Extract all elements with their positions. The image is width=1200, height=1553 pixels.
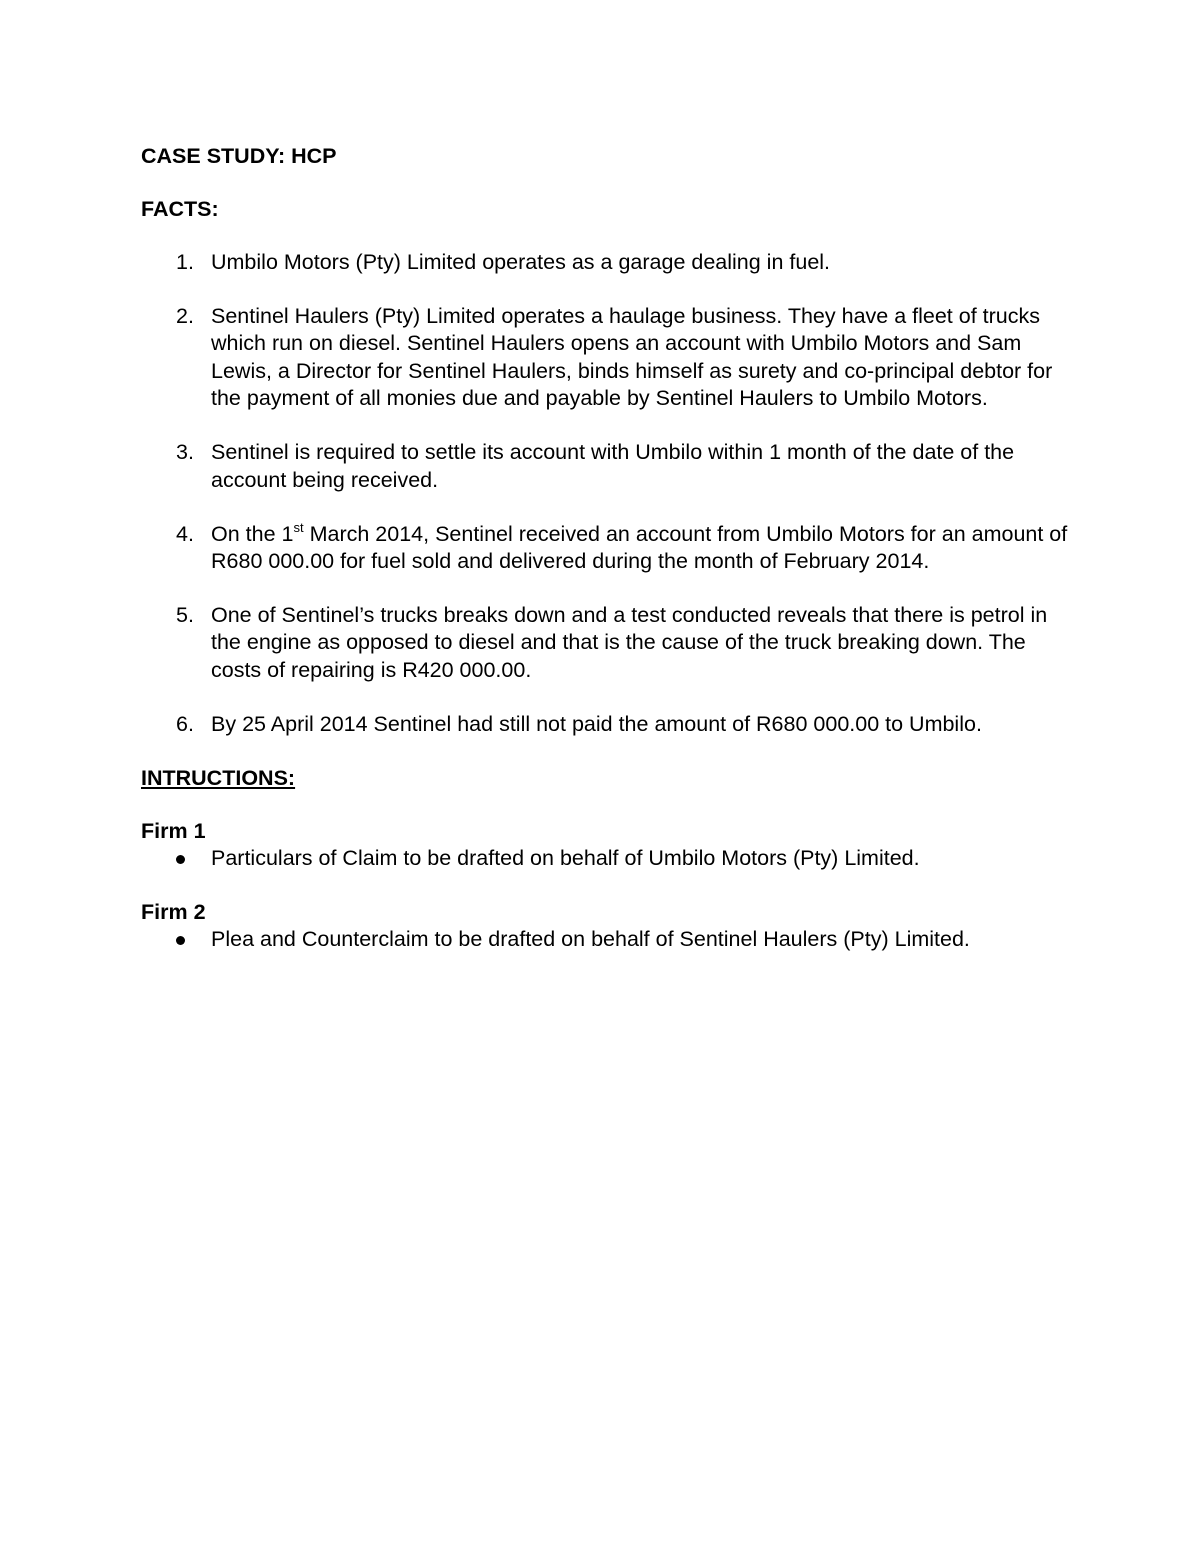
bullet-icon bbox=[176, 855, 185, 864]
document-title: CASE STUDY: HCP bbox=[141, 144, 337, 168]
firm-2-instructions bbox=[141, 926, 1071, 953]
list-item-text: Particulars of Claim to be drafted on behalf of Umbilo Motors (Pty) Limited. bbox=[211, 846, 920, 871]
list-item-number: 3. bbox=[176, 440, 194, 465]
list-item bbox=[141, 249, 1071, 276]
list-item bbox=[141, 303, 1071, 413]
list-item bbox=[141, 439, 1071, 494]
list-item-text: By 25 April 2014 Sentinel had still not paid the amount of R680 000.00 to Umbilo. bbox=[211, 711, 982, 736]
document-body bbox=[141, 143, 1071, 953]
list-item bbox=[141, 521, 1071, 576]
list-item-text: Sentinel is required to settle its account with Umbilo within 1 month of the date of the account being received. bbox=[211, 440, 1015, 492]
bullet-icon bbox=[176, 936, 185, 945]
list-item-text: One of Sentinel’s trucks breaks down and a test conducted reveals that there is petrol in the engine as opposed to diesel and that is the cause of the truck breaking down. The costs of repairing is R420 000.00. bbox=[211, 603, 1048, 682]
list-item bbox=[141, 926, 1071, 953]
facts-list bbox=[141, 249, 1071, 738]
firm-2-heading: Firm 2 bbox=[141, 899, 206, 924]
facts-heading: FACTS: bbox=[141, 196, 219, 221]
list-item-number: 2. bbox=[176, 303, 194, 328]
list-item-number: 5. bbox=[176, 603, 194, 627]
ordinal-superscript: st bbox=[293, 519, 304, 535]
list-item-number: 1. bbox=[176, 249, 194, 274]
list-item bbox=[141, 845, 1071, 872]
list-item-text-start: On the 1 bbox=[211, 521, 294, 546]
list-item-text-end: March 2014, Sentinel received an account from Umbilo Motors for an amount of R680 000.00 for fuel sold and delivered during the month of February 2014. bbox=[211, 521, 1068, 573]
list-item-number: 4. bbox=[176, 521, 194, 546]
firm-1-heading: Firm 1 bbox=[141, 818, 206, 843]
list-item-text: Umbilo Motors (Pty) Limited operates as a garage dealing in fuel. bbox=[211, 249, 831, 274]
list-item-text: Plea and Counterclaim to be drafted on behalf of Sentinel Haulers (Pty) Limited. bbox=[211, 926, 970, 951]
list-item bbox=[141, 602, 1071, 684]
firm-1-instructions bbox=[141, 845, 1071, 872]
list-item-text: Sentinel Haulers (Pty) Limited operates a haulage business. They have a fleet of trucks which run on diesel. Sentinel Haulers opens an account with Umbilo Motors and Sam Lewis, a Director for Sentinel Haulers, binds himself as surety and co-principal debtor for the payment of all monies due and payable by Sentinel Haulers to Umbilo Motors. bbox=[211, 303, 1053, 411]
list-item bbox=[141, 711, 1071, 738]
list-item-text bbox=[211, 519, 1068, 573]
instructions-heading: INTRUCTIONS: bbox=[141, 765, 296, 790]
list-item-number: 6. bbox=[176, 711, 194, 736]
